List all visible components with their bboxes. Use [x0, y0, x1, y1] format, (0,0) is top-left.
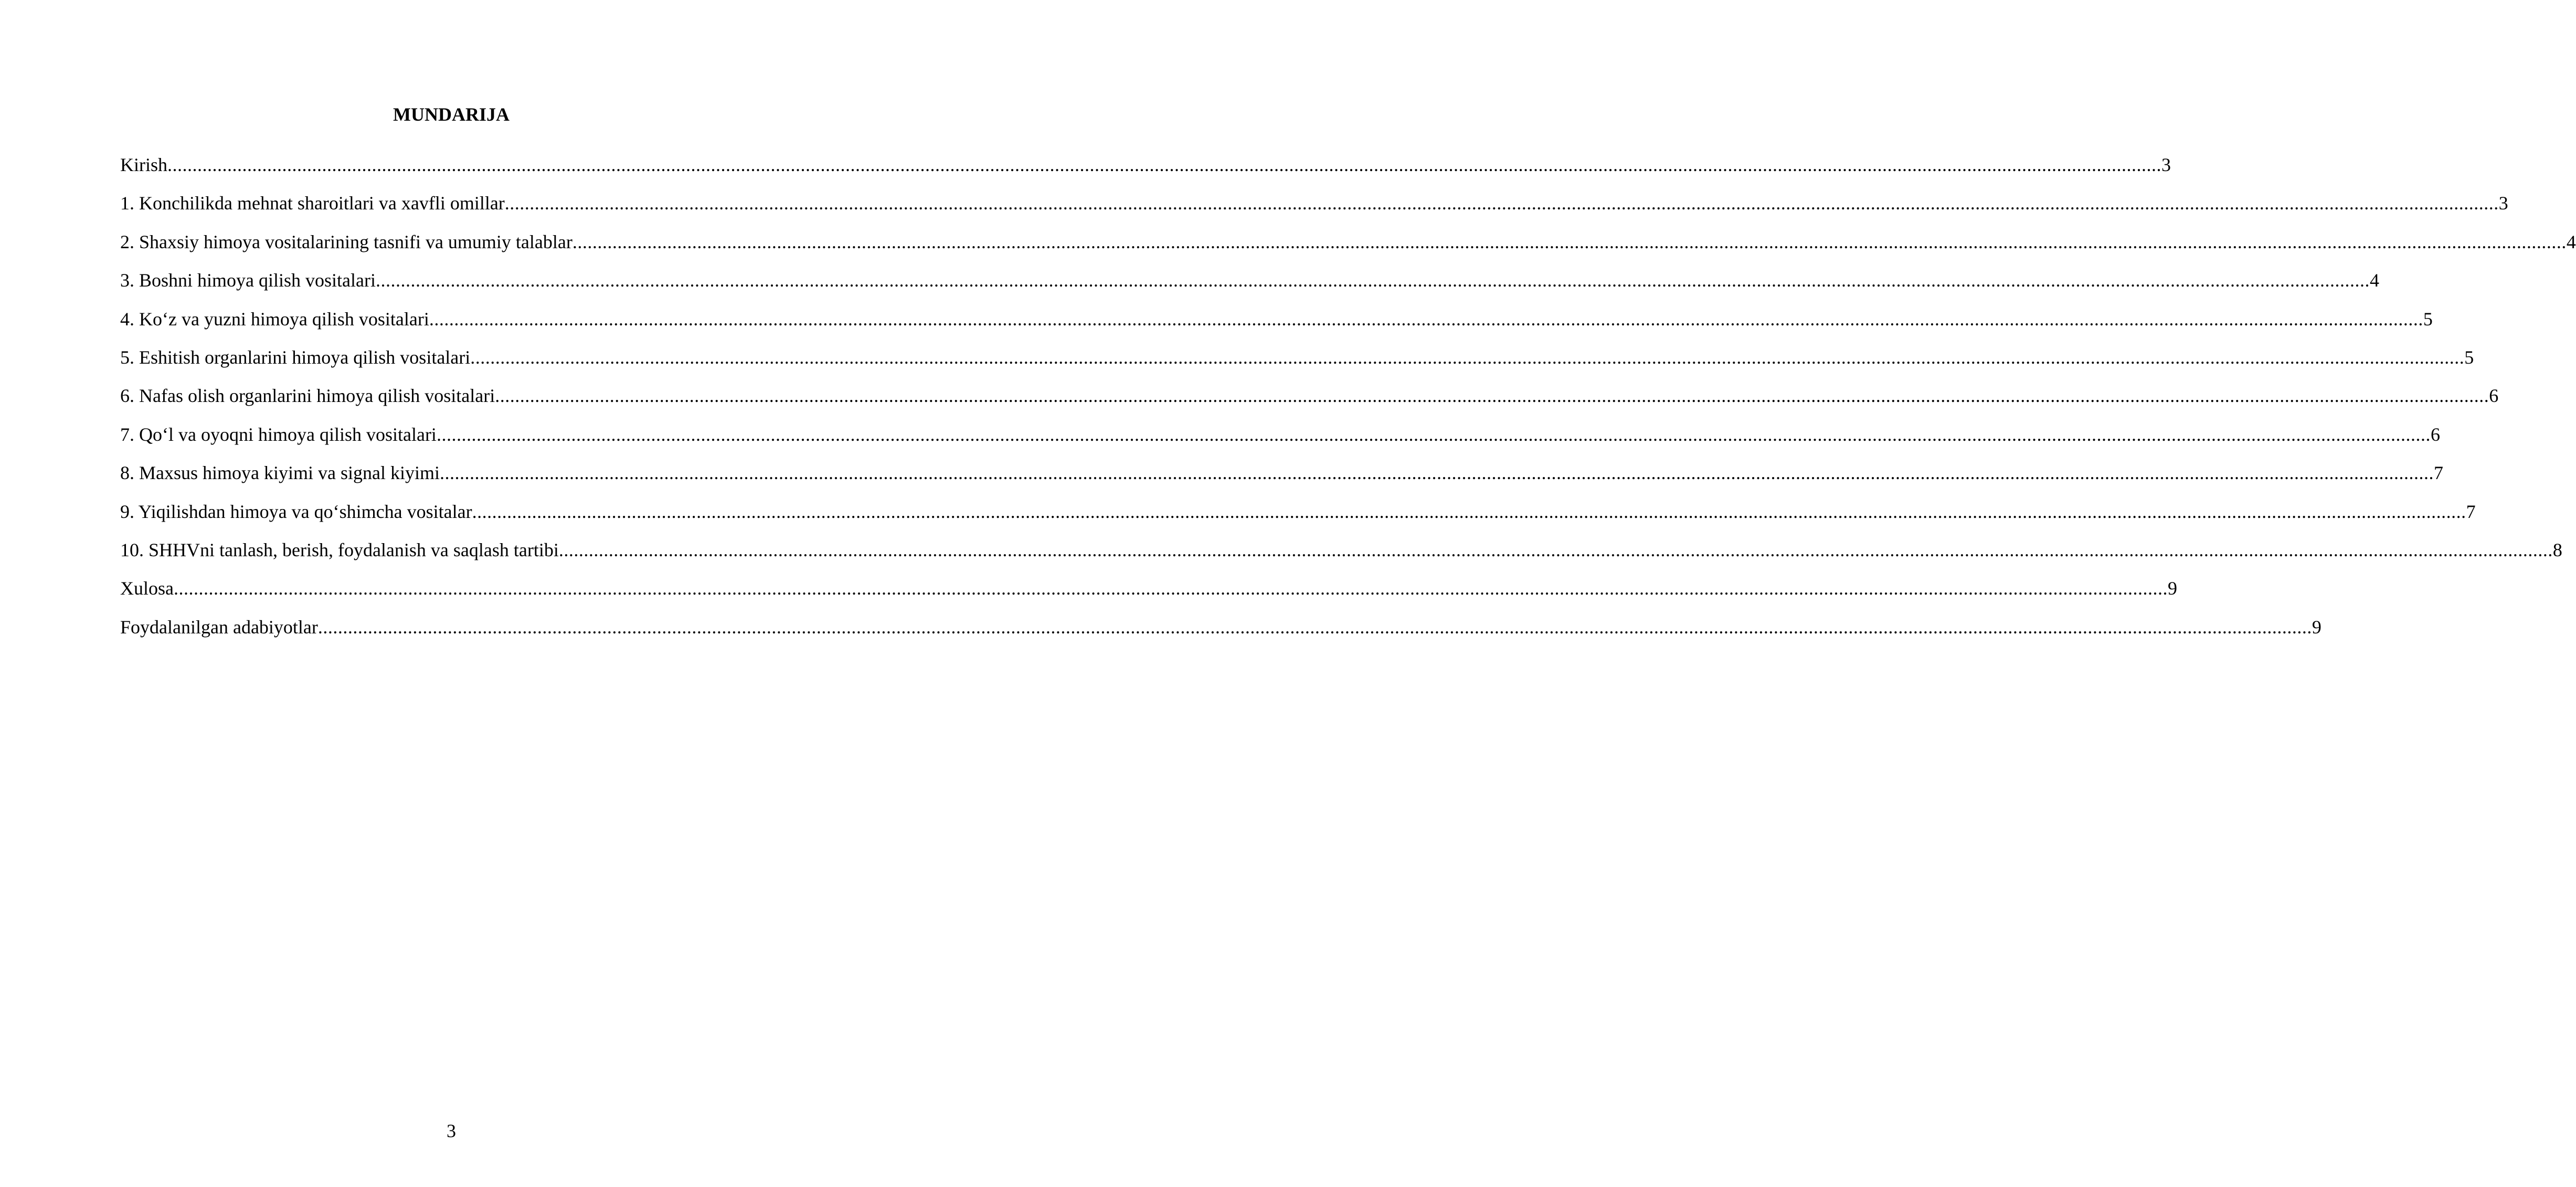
toc-entry-title: Kirish — [120, 154, 167, 175]
toc-entry-page: 3 — [2161, 154, 2171, 175]
toc-entry-page: 4 — [2566, 231, 2576, 252]
toc-dot-leader: ................................................................................................................................................................................................................................................................................................................................................................................................................ — [572, 231, 2567, 252]
toc-entry-title: 5. Eshitish organlarini himoya qilish vositalari — [120, 346, 471, 368]
toc-entry-page: 9 — [2312, 616, 2321, 638]
toc-entry-page: 7 — [2466, 501, 2476, 522]
toc-entry-title: 8. Maxsus himoya kiyimi va signal kiyimi — [120, 462, 440, 484]
toc-entry-title: 9. Yiqilishdan himoya va qo‘shimcha vositalar — [120, 501, 472, 522]
toc-entry[interactable] — [120, 190, 2508, 229]
toc-entry[interactable] — [120, 345, 2474, 383]
toc-dot-leader: ................................................................................................................................................................................................................................................................................................................................................................................................................ — [472, 501, 2466, 522]
toc-entry-page: 9 — [2168, 578, 2177, 599]
toc-entry[interactable] — [120, 537, 2562, 576]
toc-entry[interactable] — [120, 576, 2177, 614]
toc-entry[interactable] — [120, 306, 2433, 345]
toc-entry-page: 8 — [2552, 539, 2562, 560]
toc-entry-title: 6. Nafas olish organlarini himoya qilish vositalari — [120, 385, 495, 407]
toc-dot-leader: ................................................................................................................................................................................................................................................................................................................................................................................................................ — [174, 578, 2168, 599]
toc-entry-title: 10. SHHVni tanlash, berish, foydalanish va saqlash tartibi — [120, 539, 559, 560]
toc-dot-leader: ................................................................................................................................................................................................................................................................................................................................................................................................................ — [436, 423, 2431, 445]
toc-dot-leader: ................................................................................................................................................................................................................................................................................................................................................................................................................ — [167, 154, 2161, 175]
toc-dot-leader: ................................................................................................................................................................................................................................................................................................................................................................................................................ — [375, 270, 2370, 291]
page-number: 3 — [447, 1120, 456, 1141]
toc-dot-leader: ................................................................................................................................................................................................................................................................................................................................................................................................................ — [504, 193, 2499, 214]
toc-entry-title: 1. Konchilikda mehnat sharoitlari va xavfli omillar — [120, 193, 505, 214]
toc-dot-leader: ................................................................................................................................................................................................................................................................................................................................................................................................................ — [470, 346, 2465, 368]
toc-entry[interactable] — [120, 499, 2476, 537]
toc-entry-title: 4. Ko‘z va yuzni himoya qilish vositalari — [120, 308, 429, 330]
toc-entry-title: Foydalanilgan adabiyotlar — [120, 616, 318, 638]
toc-entry-page: 3 — [2498, 193, 2508, 214]
toc-entry-page: 4 — [2369, 270, 2379, 291]
toc-entry[interactable] — [120, 268, 2379, 306]
page-title: MUNDARIJA — [393, 104, 510, 125]
toc-entry-title: 3. Boshni himoya qilish vositalari — [120, 270, 376, 291]
toc-entry-page: 5 — [2423, 308, 2433, 330]
table-of-contents — [120, 152, 2576, 653]
toc-entry[interactable] — [120, 460, 2443, 499]
toc-dot-leader: ................................................................................................................................................................................................................................................................................................................................................................................................................ — [495, 385, 2489, 407]
toc-entry-title: Xulosa — [120, 578, 174, 599]
toc-entry-page: 7 — [2433, 462, 2443, 484]
toc-entry[interactable] — [120, 383, 2499, 421]
toc-entry[interactable] — [120, 614, 2321, 653]
toc-entry-title: 2. Shaxsiy himoya vositalarining tasnifi va umumiy talablar — [120, 231, 573, 252]
toc-entry-page: 6 — [2489, 385, 2499, 407]
toc-entry-page: 6 — [2430, 423, 2440, 445]
toc-dot-leader: ................................................................................................................................................................................................................................................................................................................................................................................................................ — [317, 616, 2312, 638]
toc-dot-leader: ................................................................................................................................................................................................................................................................................................................................................................................................................ — [558, 539, 2553, 560]
toc-entry[interactable] — [120, 152, 2171, 190]
toc-dot-leader: ................................................................................................................................................................................................................................................................................................................................................................................................................ — [439, 462, 2434, 484]
toc-dot-leader: ................................................................................................................................................................................................................................................................................................................................................................................................................ — [429, 308, 2423, 330]
toc-entry-title: 7. Qo‘l va oyoqni himoya qilish vositalari — [120, 423, 437, 445]
toc-entry-page: 5 — [2464, 346, 2474, 368]
toc-entry[interactable] — [120, 229, 2576, 268]
toc-entry[interactable] — [120, 422, 2440, 460]
